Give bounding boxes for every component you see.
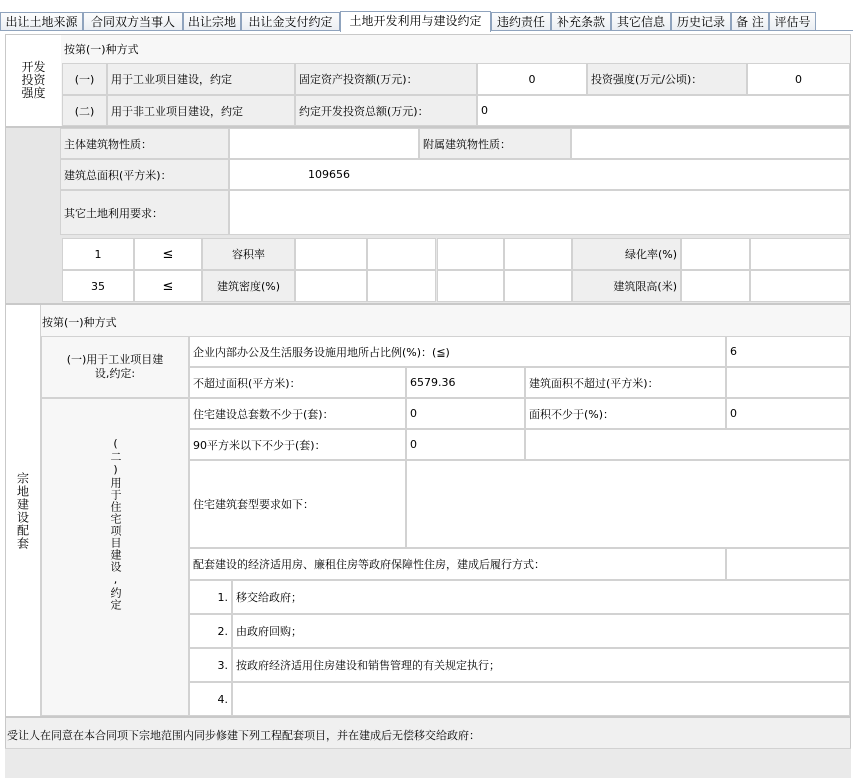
other-req-label: 其它土地利用要求：: [60, 190, 229, 235]
density-op: ≤: [134, 270, 202, 302]
plot-ratio-min[interactable]: 1: [62, 238, 134, 270]
option-no: 2.: [189, 614, 232, 648]
option-transfer[interactable]: 移交给政府；: [232, 580, 850, 614]
small-units-blank: [525, 429, 850, 460]
density-label: 建筑密度(%): [202, 270, 295, 302]
tab-supplement[interactable]: 补充条款: [551, 12, 611, 31]
investment-row1-text: 用于工业项目建设，约定: [107, 63, 295, 95]
total-investment-input[interactable]: 0: [477, 95, 850, 126]
tab-appraisal[interactable]: 评估号: [769, 12, 816, 31]
aux-nature-label: 附属建筑物性质：: [419, 128, 571, 159]
green-ratio-input[interactable]: [681, 238, 750, 270]
investment-row2-text: 用于非工业项目建设，约定: [107, 95, 295, 126]
option-no: 1.: [189, 580, 232, 614]
tab-payment[interactable]: 出让金支付约定: [241, 12, 340, 31]
aux-nature-input[interactable]: [571, 128, 850, 159]
tab-land-source[interactable]: 出让土地来源: [0, 12, 83, 31]
investment-row2-index: (二): [62, 95, 107, 126]
industrial-title: (一)用于工业项目建设,约定:: [66, 353, 164, 380]
option-no: 4.: [189, 682, 232, 716]
investment-mode-value[interactable]: 一: [90, 43, 102, 56]
supporting-side-label: 宗地建设配套: [15, 471, 30, 550]
tab-parties[interactable]: 合同双方当事人: [83, 12, 183, 31]
tab-bar: [0, 0, 853, 31]
intensity-label: 投资强度(万元/公顷)：: [587, 63, 747, 95]
tab-breach[interactable]: 违约责任: [491, 12, 551, 31]
height-limit-label: 建筑限高(米): [572, 270, 681, 302]
density-min[interactable]: 35: [62, 270, 134, 302]
area-ratio-input[interactable]: 0: [726, 398, 850, 429]
plot-ratio-extra-2[interactable]: [504, 238, 572, 270]
area-ratio-label: 面积不少于(%)：: [525, 398, 726, 429]
industrial-title-cell: [41, 336, 189, 398]
option-regulations[interactable]: 按政府经济适用住房建设和销售管理的有关规定执行；: [232, 648, 850, 682]
density-op2[interactable]: [295, 270, 367, 302]
plot-ratio-op2[interactable]: [295, 238, 367, 270]
residential-title: (二)用于住宅项目建设,约定: [109, 437, 122, 611]
density-extra-1[interactable]: [437, 270, 504, 302]
small-units-label: 90平方米以下不少于(套)：: [189, 429, 406, 460]
total-sets-input[interactable]: 0: [406, 398, 525, 429]
unit-type-input[interactable]: [406, 460, 850, 548]
plot-ratio-op: ≤: [134, 238, 202, 270]
tab-history[interactable]: 历史记录: [671, 12, 731, 31]
unit-type-label: 住宅建筑套型要求如下：: [189, 460, 406, 548]
main-nature-label: 主体建筑物性质：: [60, 128, 229, 159]
tab-other-info[interactable]: 其它信息: [611, 12, 671, 31]
plot-ratio-max[interactable]: [367, 238, 436, 270]
max-area-input[interactable]: 6579.36: [406, 367, 525, 398]
max-area-label: 不超过面积(平方米)：: [189, 367, 406, 398]
office-ratio-input[interactable]: 6: [726, 336, 850, 367]
plot-ratio-extra-1[interactable]: [437, 238, 504, 270]
tab-remarks[interactable]: 备 注: [731, 12, 769, 31]
plot-ratio-label: 容积率: [202, 238, 295, 270]
intensity-input[interactable]: 0: [747, 63, 850, 95]
tab-parcel[interactable]: 出让宗地: [183, 12, 241, 31]
option-other[interactable]: [232, 682, 850, 716]
footer-input[interactable]: [5, 748, 851, 778]
main-nature-input[interactable]: [229, 128, 419, 159]
investment-side-label: 开发投资强度: [21, 60, 46, 100]
total-area-label: 建筑总面积(平方米)：: [60, 159, 229, 190]
height-limit-input[interactable]: [681, 270, 750, 302]
fixed-asset-input[interactable]: 0: [477, 63, 587, 95]
total-sets-label: 住宅建设总套数不少于(套)：: [189, 398, 406, 429]
build-area-label: 建筑面积不超过(平方米)：: [525, 367, 726, 398]
density-extra-2[interactable]: [504, 270, 572, 302]
tab-development[interactable]: 土地开发利用与建设约定: [340, 11, 491, 32]
affordable-label: 配套建设的经济适用房、廉租住房等政府保障性住房，建成后履行方式：: [189, 548, 726, 580]
small-units-input[interactable]: 0: [406, 429, 525, 460]
residential-title-cell: [41, 398, 189, 716]
investment-mode: 按第(一)种方式: [64, 43, 139, 56]
build-area-input[interactable]: [726, 367, 850, 398]
option-buyback[interactable]: 由政府回购；: [232, 614, 850, 648]
density-max[interactable]: [367, 270, 436, 302]
supporting-mode-value[interactable]: 一: [68, 316, 80, 329]
affordable-input[interactable]: [726, 548, 850, 580]
investment-row1-index: (一): [62, 63, 107, 95]
footer-label: 受让人在同意在本合同项下宗地范围内同步修建下列工程配套项目，并在建成后无偿移交给政府：: [7, 729, 480, 742]
other-req-input[interactable]: [229, 190, 850, 235]
green-ratio-label: 绿化率(%): [572, 238, 681, 270]
green-ratio-extra[interactable]: [750, 238, 850, 270]
height-limit-extra[interactable]: [750, 270, 850, 302]
total-area-input[interactable]: 109656: [229, 159, 850, 190]
office-ratio-label: 企业内部办公及生活服务设施用地所占比例(%)：(≦): [189, 336, 726, 367]
supporting-mode: 按第(一)种方式: [42, 316, 117, 329]
fixed-asset-label: 固定资产投资额(万元)：: [295, 63, 477, 95]
option-no: 3.: [189, 648, 232, 682]
total-investment-label: 约定开发投资总额(万元)：: [295, 95, 477, 126]
